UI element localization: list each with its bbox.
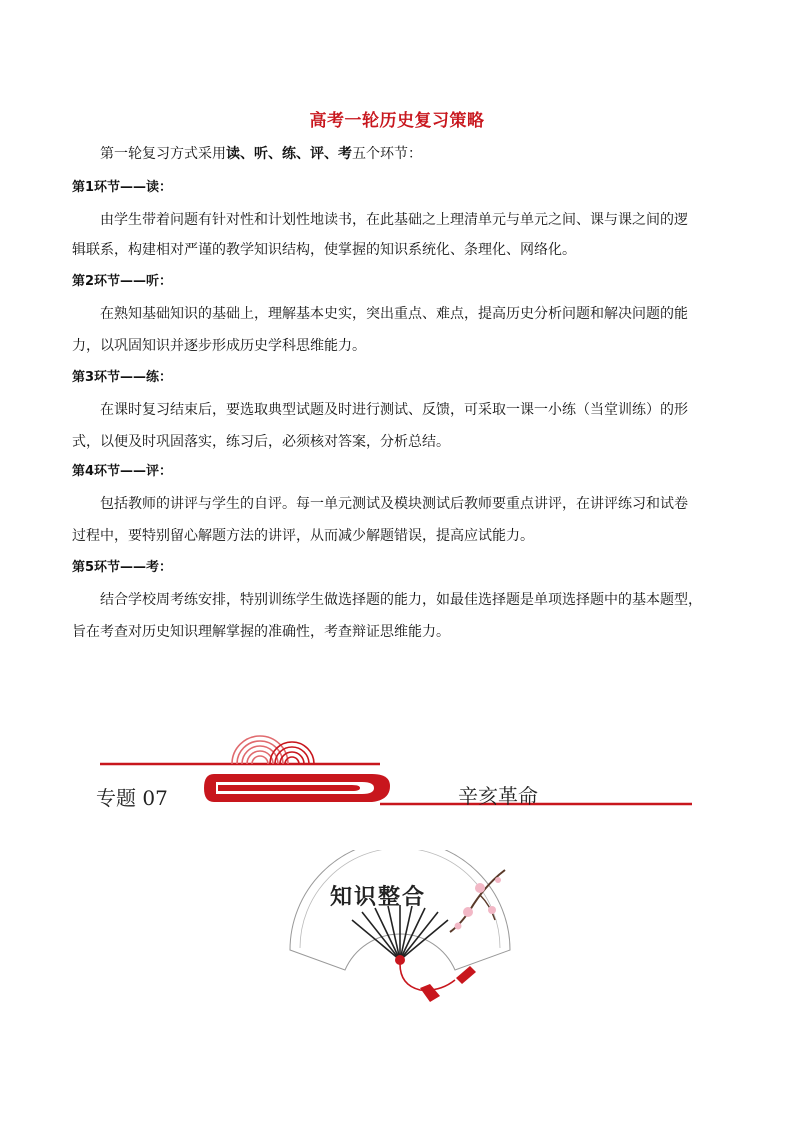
section-heading-3: 第3环节——练： bbox=[72, 370, 173, 385]
section-3-line-1: 在课时复习结束后，要选取典型试题及时进行测试、反馈，可采取一课一小练（当堂训练）的形 bbox=[100, 402, 688, 418]
section-4-line-2: 过程中，要特别留心解题方法的讲评，从而减少解题错误，提高应试能力。 bbox=[72, 528, 534, 544]
section-5-line-2: 旨在考查对历史知识理解掌握的准确性，考查辩证思维能力。 bbox=[72, 624, 450, 640]
section-3-line-2: 式，以便及时巩固落实，练习后，必须核对答案，分析总结。 bbox=[72, 434, 450, 450]
topic-label: 专题 07 bbox=[96, 786, 168, 810]
page-title: 高考一轮历史复习策略 bbox=[309, 111, 485, 131]
intro-bold: 读、听、练、评、考 bbox=[226, 146, 352, 162]
topic-title: 辛亥革命 bbox=[458, 784, 538, 808]
section-4-line-1: 包括教师的讲评与学生的自评。每一单元测试及模块测试后教师要重点讲评，在讲评练习和试卷 bbox=[100, 496, 688, 512]
section-1-line-2: 辑联系，构建相对严谨的教学知识结构，使掌握的知识系统化、条理化、网络化。 bbox=[72, 242, 576, 258]
section-2-line-1: 在熟知基础知识的基础上，理解基本史实，突出重点、难点，提高历史分析问题和解决问题的能 bbox=[100, 306, 688, 322]
topic-banner bbox=[0, 730, 794, 820]
section-heading-1: 第1环节——读： bbox=[72, 180, 173, 195]
section-1-line-1: 由学生带着问题有针对性和计划性地读书，在此基础之上理清单元与单元之间、课与课之间的逻 bbox=[100, 212, 688, 228]
section-heading-2: 第2环节——听： bbox=[72, 274, 173, 289]
intro-pre: 第一轮复习方式采用 bbox=[100, 146, 226, 162]
intro-post: 五个环节： bbox=[352, 146, 422, 162]
section-heading-4: 第4环节——评： bbox=[72, 464, 173, 479]
intro-line bbox=[100, 144, 422, 164]
fan-label: 知识整合 bbox=[330, 884, 427, 910]
section-2-line-2: 力，以巩固知识并逐步形成历史学科思维能力。 bbox=[72, 338, 366, 354]
section-5-line-1: 结合学校周考练安排，特别训练学生做选择题的能力，如最佳选择题是单项选择题中的基本题型， bbox=[100, 592, 702, 608]
fan-illustration bbox=[280, 850, 520, 1010]
section-heading-5: 第5环节——考： bbox=[72, 560, 173, 575]
